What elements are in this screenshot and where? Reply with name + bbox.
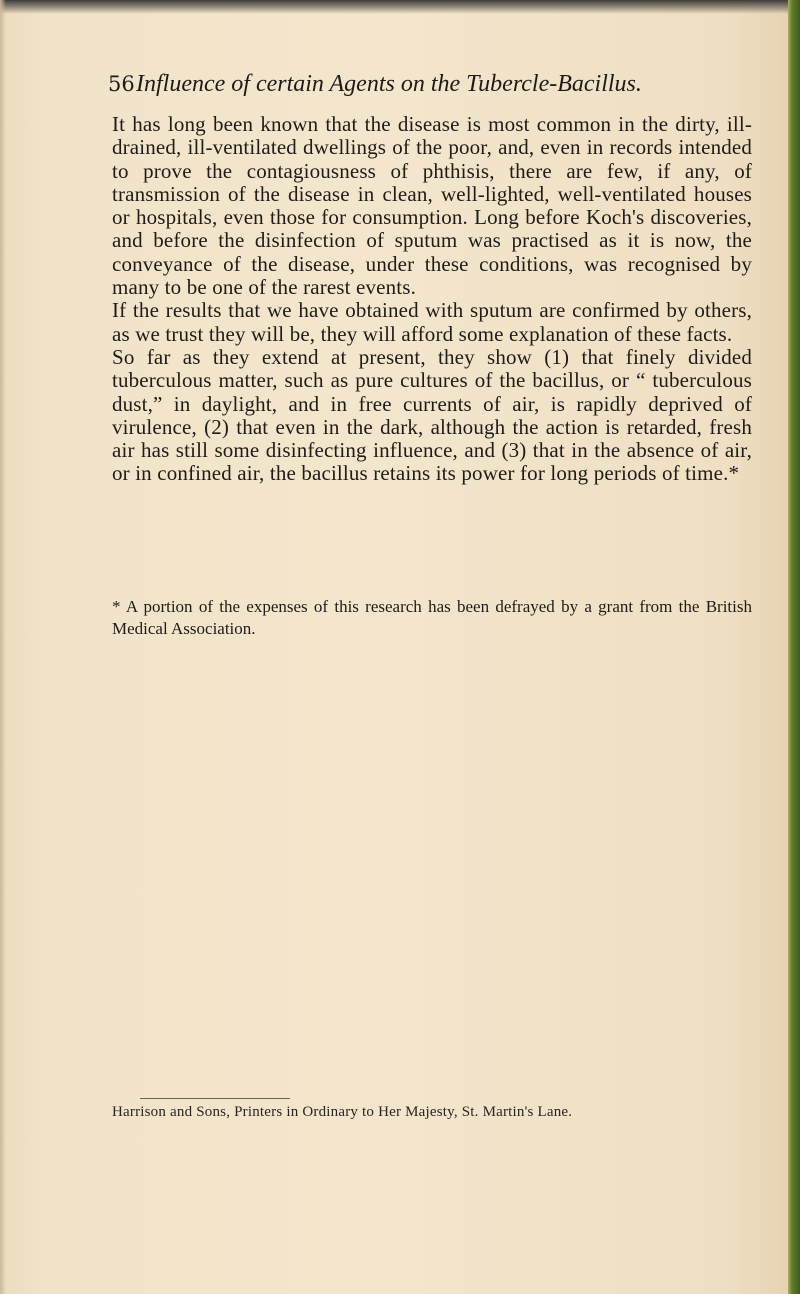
- paragraph-2: If the results that we have obtained with sputum are confirmed by others, as we trust they will be, they will afford some explanation of these facts.: [112, 298, 752, 346]
- page-left-edge: [0, 0, 6, 1294]
- imprint-rule: [140, 1098, 290, 1099]
- paragraph-1: It has long been known that the disease is most common in the dirty, ill-drained, ill-ventilated dwellings of the poor, and, even in records intended to prove the contagiousness of phthisis, there are few, if any, of transmission of the disease in clean, well-lighted, well-ventilated houses or hospitals, even those for consumption. Long before Koch's discoveries, and before the disinfection of sputum was practised as it is now, the conveyance of the disease, under these conditions, was recognised by many to be one of the rarest events.: [112, 112, 752, 300]
- printer-imprint: Harrison and Sons, Printers in Ordinary to Her Majesty, St. Martin's Lane.: [112, 1104, 573, 1120]
- page-top-shadow: [0, 0, 790, 14]
- body-text: [112, 113, 752, 486]
- paragraph-3: So far as they extend at present, they show (1) that finely divided tuberculous matter, such as pure cultures of the bacillus, or “ tuberculous dust,” in daylight, and in free currents of air, is rapidly deprived of virulence, (2) that even in the dark, although the action is retarded, fresh air has still some disinfecting influence, and (3) that in the absence of air, or in confined air, the bacillus retains its power for long periods of time.*: [112, 344, 752, 486]
- binding-edge: [788, 0, 800, 1294]
- running-title: Influence of certain Agents on the Tubercle-Bacillus.: [136, 71, 642, 97]
- running-head: [108, 68, 748, 100]
- footnote: * A portion of the expenses of this research has been defrayed by a grant from the British Medical Association.: [112, 597, 752, 638]
- page-number: 56: [108, 72, 135, 96]
